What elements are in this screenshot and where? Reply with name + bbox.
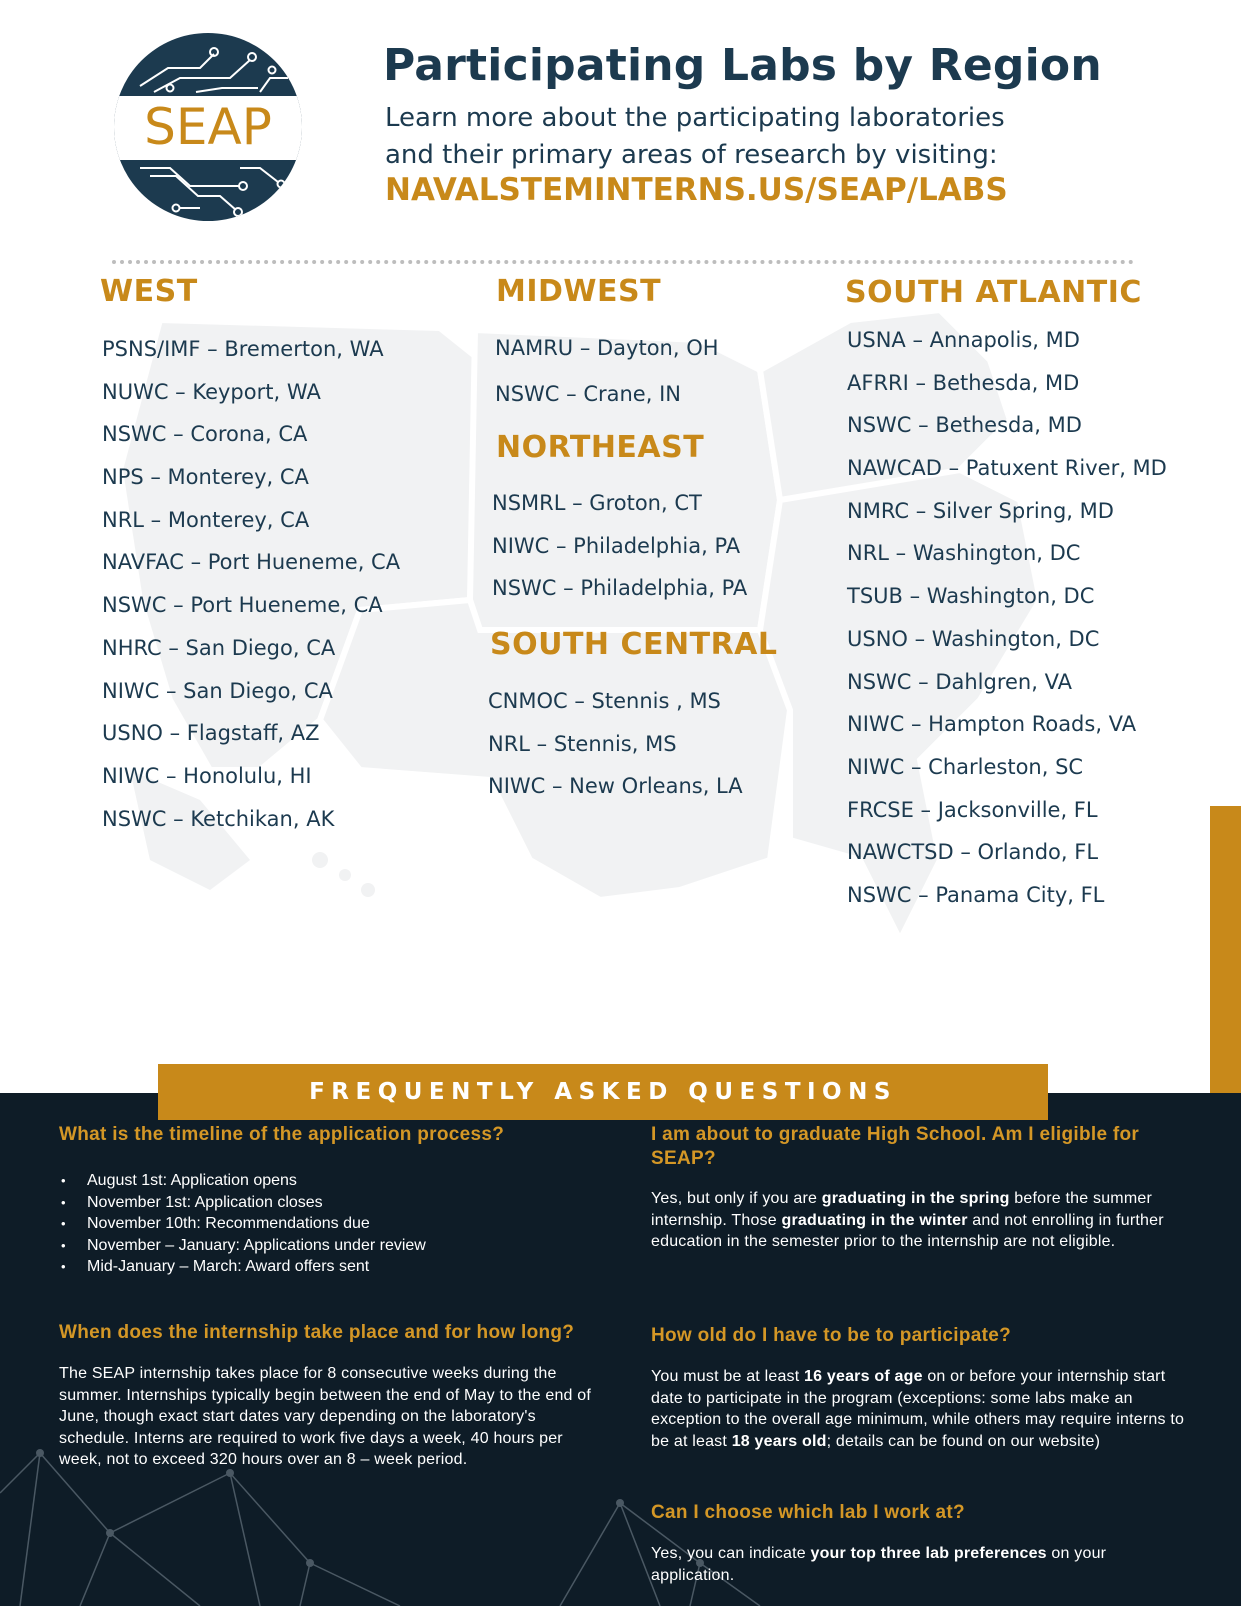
dotted-divider [112, 260, 1134, 264]
lab-item: NAMRU – Dayton, OH [495, 336, 719, 360]
region-south-central-list [488, 680, 743, 808]
lab-item: NSWC – Corona, CA [102, 422, 308, 447]
timeline-list [59, 1170, 599, 1278]
lab-item: NSWC – Panama City, FL [847, 882, 1105, 907]
lab-item: NSWC – Bethesda, MD [847, 413, 1082, 438]
lab-item: NIWC – New Orleans, LA [488, 774, 743, 799]
lab-item: CNMOC – Stennis , MS [488, 689, 721, 713]
lab-item: TSUB – Washington, DC [847, 584, 1095, 609]
lab-item: NAWCAD – Patuxent River, MD [847, 456, 1167, 481]
faq-answer: The SEAP internship takes place for 8 consecutive weeks during the summer. Internships typically begin between the end of May to the end of June, though exact start dates vary depending on the laboratory's schedule. Interns are required to work five days a week, 40 hours per week, not to exceed 320 hours over an 8 – week period. [59, 1365, 592, 1468]
lab-item: AFRRI – Bethesda, MD [847, 370, 1080, 395]
faq-answer: Yes, you can indicate your top three lab preferences on your application. [651, 1545, 1107, 1584]
faq-question: What is the timeline of the application process? [59, 1124, 505, 1145]
lab-item: NIWC – San Diego, CA [102, 678, 333, 703]
lab-item: NSWC – Port Hueneme, CA [102, 593, 383, 618]
logo-text: SEAP [144, 98, 272, 156]
faq-answer: You must be at least 16 years of age on or before your internship start date to participate in the program (exceptions: some labs make an exception to the overall age minimum, while others may require interns to be at least 18 years old; details can be found on our website) [651, 1368, 1185, 1450]
lab-item: NRL – Monterey, CA [102, 507, 310, 532]
lab-item: NIWC – Charleston, SC [847, 754, 1084, 779]
faq-question: Can I choose which lab I work at? [651, 1502, 965, 1523]
lab-item: NIWC – Philadelphia, PA [492, 533, 741, 558]
labs-link[interactable]: NAVALSTEMINTERNS.US/SEAP/LABS [385, 172, 1008, 208]
lab-item: NSWC – Philadelphia, PA [492, 576, 748, 601]
region-south-central-title: SOUTH CENTRAL [490, 627, 778, 662]
lab-item: PSNS/IMF – Bremerton, WA [102, 337, 384, 361]
faq-question: When does the internship take place and for how long? [59, 1322, 575, 1343]
lab-item: NIWC – Hampton Roads, VA [847, 712, 1137, 737]
list-item: • November – January: Applications under review [59, 1235, 599, 1257]
faq-answer: Yes, but only if you are graduating in the spring before the summer internship. Those graduating in the winter and not enrolling in further education in the semester prior to the internship are not eligible. [651, 1190, 1164, 1250]
region-midwest-title: MIDWEST [496, 274, 662, 309]
list-item: • August 1st: Application opens [59, 1170, 599, 1192]
lab-item: NPS – Monterey, CA [102, 465, 309, 490]
lab-item: NRL – Stennis, MS [488, 731, 677, 756]
faq-age [651, 1324, 1191, 1452]
lab-item: USNO – Washington, DC [847, 626, 1100, 651]
faq-timeline [59, 1123, 599, 1278]
lab-item: NAWCTSD – Orlando, FL [847, 840, 1099, 865]
seap-logo [110, 26, 306, 228]
subtitle-line-2: and their primary areas of research by visiting: [385, 140, 998, 170]
lab-item: NIWC – Honolulu, HI [102, 763, 312, 788]
lab-item: NSWC – Ketchikan, AK [102, 806, 335, 831]
region-west-title: WEST [100, 274, 198, 309]
region-west-list [102, 328, 400, 840]
region-northeast-title: NORTHEAST [496, 430, 705, 465]
faq-choose [651, 1501, 1191, 1586]
faq-panel [0, 1093, 1241, 1606]
faq-banner-label: FREQUENTLY ASKED QUESTIONS [309, 1079, 897, 1105]
faq-question: I am about to graduate High School. Am I eligible for SEAP? [651, 1124, 1140, 1169]
lab-item: NUWC – Keyport, WA [102, 379, 321, 404]
lab-item: NRL – Washington, DC [847, 541, 1081, 566]
lab-item: USNO – Flagstaff, AZ [102, 721, 320, 746]
list-item: • Mid-January – March: Award offers sent [59, 1256, 599, 1278]
lab-item: NSWC – Crane, IN [495, 382, 681, 406]
region-south-atlantic-list [847, 319, 1167, 917]
lab-item: NSWC – Dahlgren, VA [847, 669, 1072, 694]
list-item: • November 1st: Application closes [59, 1192, 599, 1214]
lab-item: NAVFAC – Port Hueneme, CA [102, 550, 401, 575]
subtitle-line-1: Learn more about the participating laboratories [385, 103, 1005, 133]
region-midwest-list [495, 325, 719, 417]
faq-banner [158, 1064, 1048, 1120]
faq-question: How old do I have to be to participate? [651, 1325, 1012, 1346]
lab-item: USNA – Annapolis, MD [847, 328, 1080, 352]
region-northeast-list [492, 482, 747, 610]
faq-when [59, 1321, 599, 1471]
page-subtitle [385, 100, 1185, 174]
lab-item: NMRC – Silver Spring, MD [847, 498, 1114, 523]
lab-item: NSMRL – Groton, CT [492, 491, 702, 515]
lab-item: NHRC – San Diego, CA [102, 635, 336, 660]
faq-graduate [651, 1123, 1191, 1253]
list-item: • November 10th: Recommendations due [59, 1213, 599, 1235]
region-south-atlantic-title: SOUTH ATLANTIC [845, 275, 1142, 310]
page-title: Participating Labs by Region [383, 40, 1102, 91]
lab-item: FRCSE – Jacksonville, FL [847, 797, 1098, 822]
